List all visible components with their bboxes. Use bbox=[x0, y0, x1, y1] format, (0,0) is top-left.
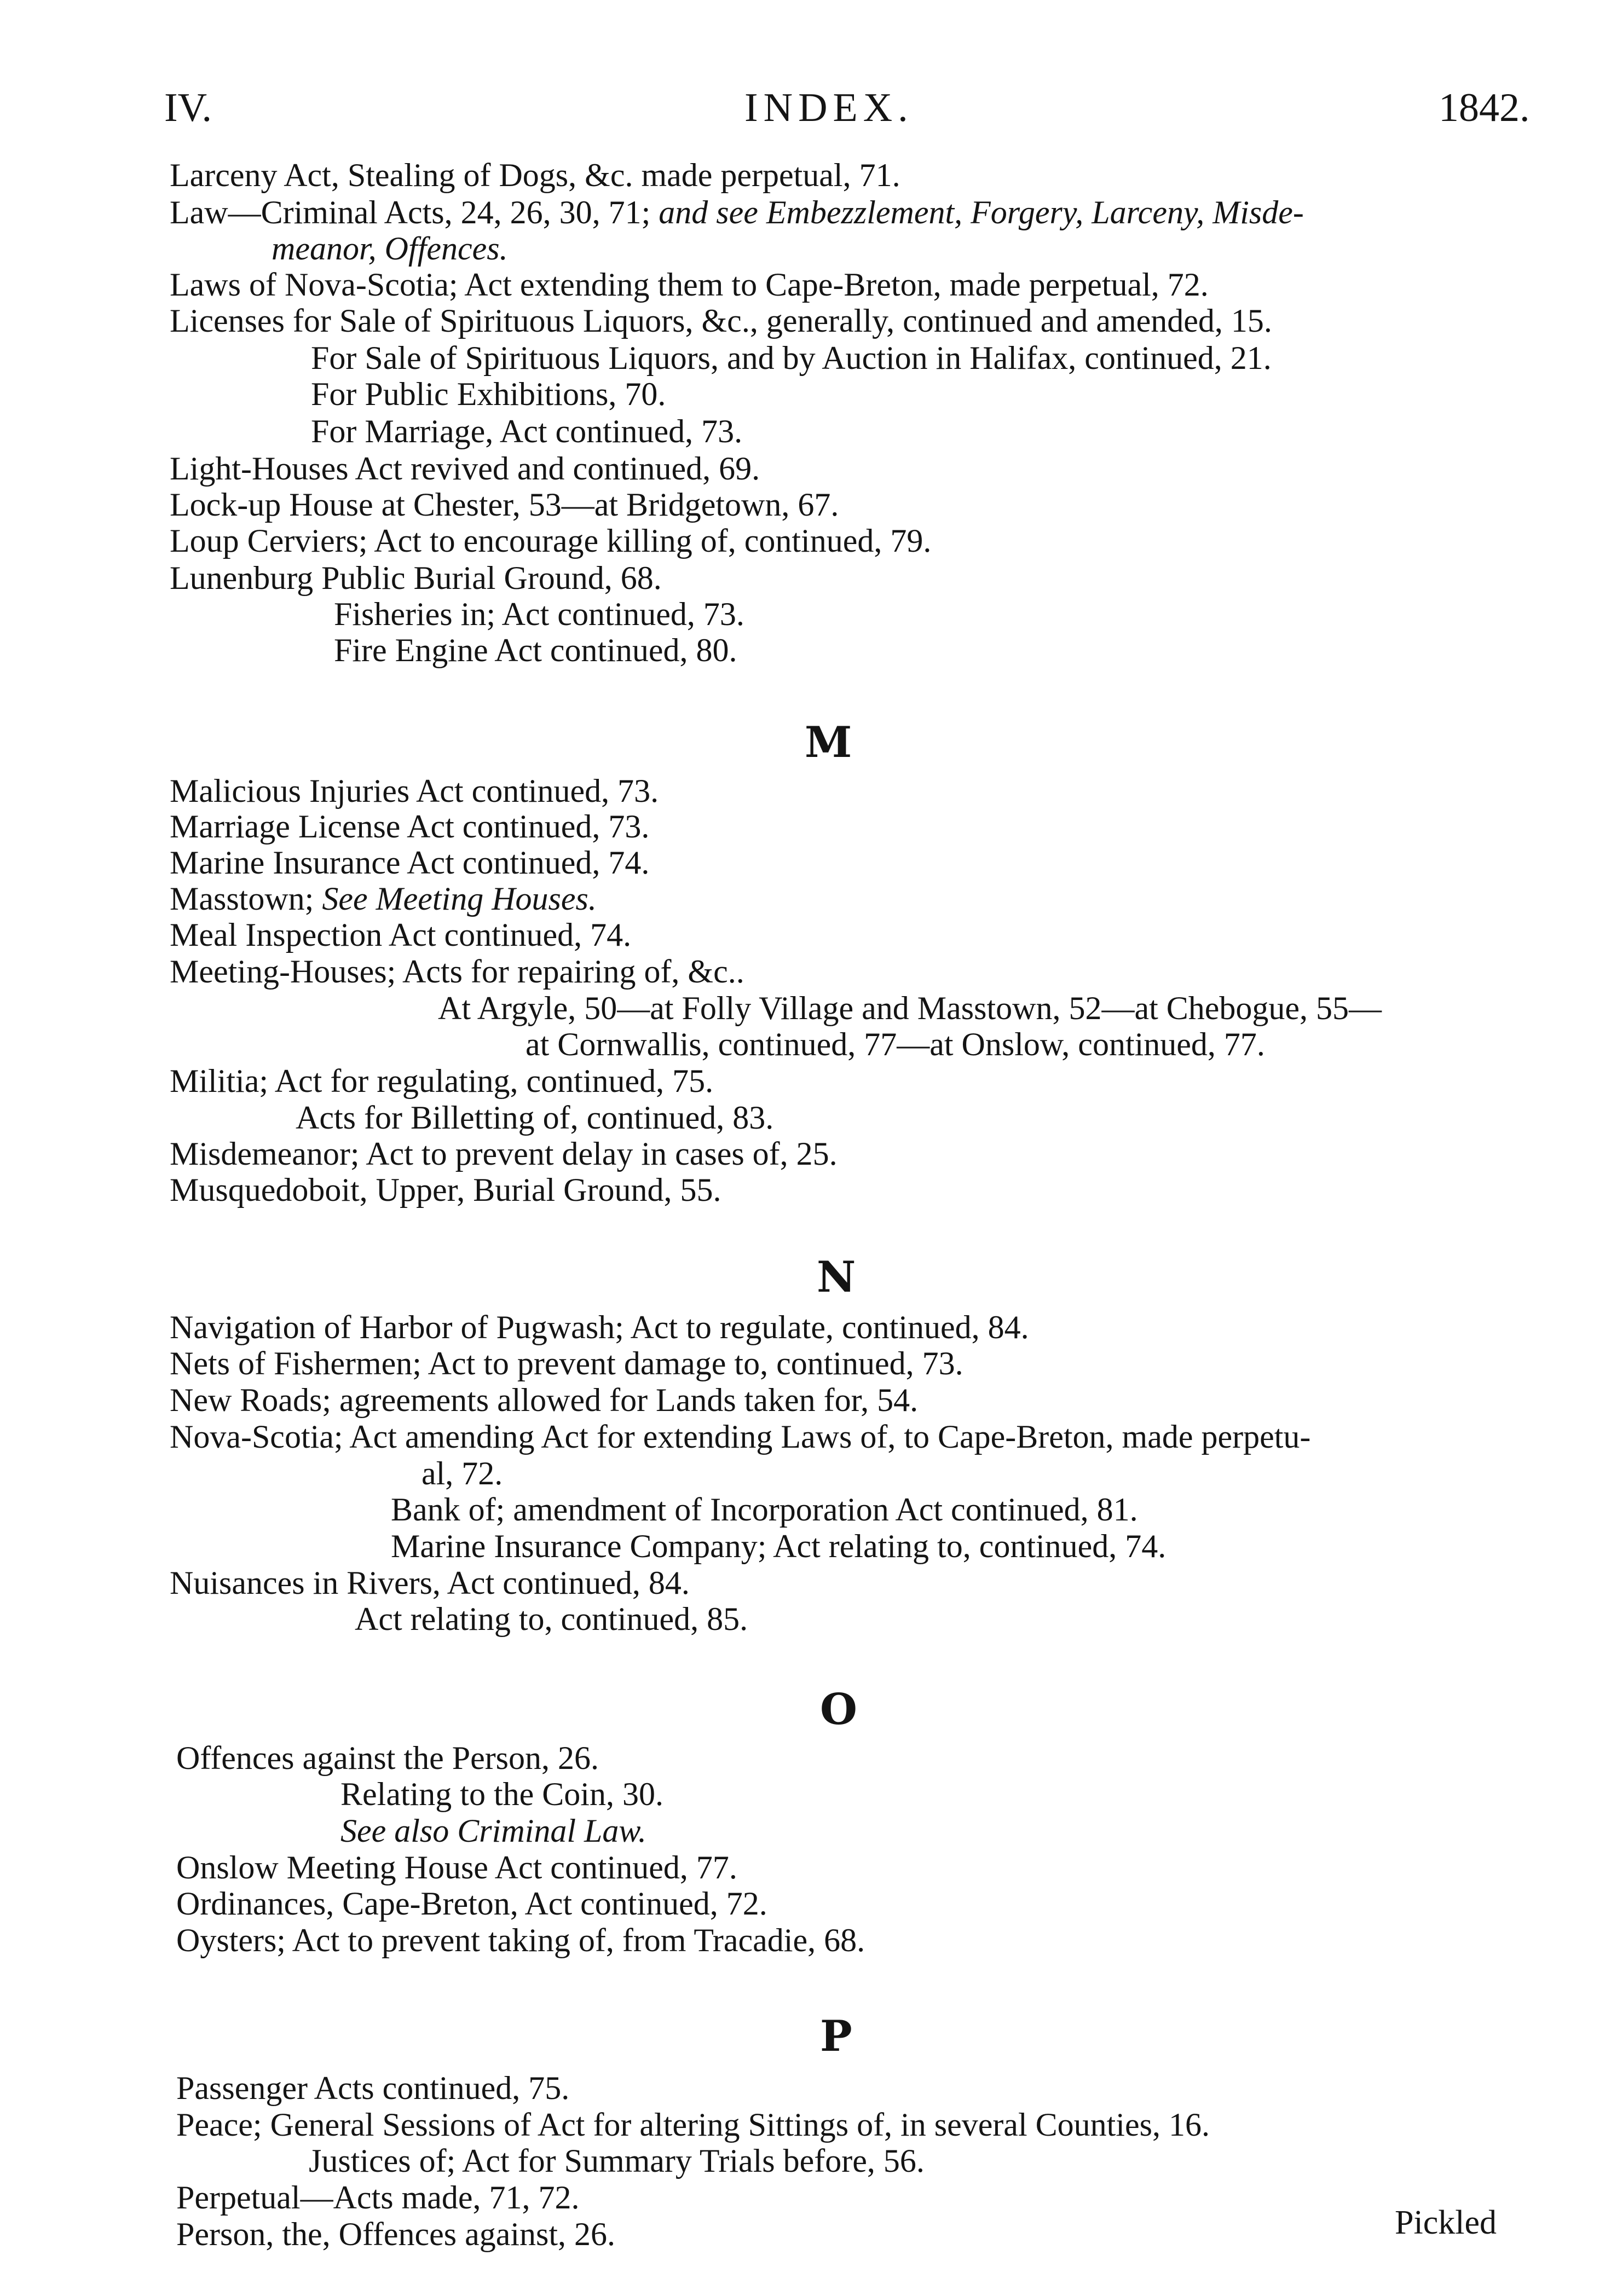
index-entry-line bbox=[170, 810, 649, 843]
page-title: INDEX. bbox=[744, 85, 914, 130]
cross-reference-text: and see Embezzlement, Forgery, Larceny, Misde- bbox=[659, 194, 1304, 230]
entry-text: Laws of Nova-Scotia; Act extending them to Cape-Breton, made perpetual, 72. bbox=[170, 267, 1209, 303]
index-entry-line bbox=[170, 524, 931, 557]
entry-text: Nets of Fishermen; Act to prevent damage to, continued, 73. bbox=[170, 1345, 963, 1381]
index-entry-line bbox=[355, 1603, 748, 1635]
entry-text: For Sale of Spirituous Liquors, and by Auction in Halifax, continued, 21. bbox=[311, 340, 1272, 376]
index-entry-line bbox=[170, 1137, 838, 1170]
page-number: IV. bbox=[164, 85, 212, 130]
index-entry-line bbox=[311, 378, 666, 410]
index-entry-line bbox=[421, 1457, 503, 1490]
index-entry-line bbox=[311, 415, 742, 448]
index-entry-line bbox=[334, 634, 737, 667]
index-entry-line bbox=[170, 1065, 713, 1097]
index-entry-line bbox=[170, 268, 1209, 301]
index-entry-line bbox=[176, 1924, 865, 1957]
entry-text: Offences against the Person, 26. bbox=[176, 1740, 599, 1776]
entry-text: Licenses for Sale of Spirituous Liquors, &c., generally, continued and amended, 15. bbox=[170, 303, 1272, 339]
index-entry-line bbox=[391, 1493, 1138, 1526]
entry-text: Navigation of Harbor of Pugwash; Act to regulate, continued, 84. bbox=[170, 1309, 1029, 1345]
index-entry-line bbox=[438, 992, 1382, 1025]
index-entry-line bbox=[170, 1311, 1029, 1344]
entry-text: Meeting-Houses; Acts for repairing of, &c.. bbox=[170, 953, 744, 990]
entry-text: Masstown; bbox=[170, 881, 322, 917]
entry-text: Law—Criminal Acts, 24, 26, 30, 71; bbox=[170, 194, 659, 230]
entry-text: Militia; Act for regulating, continued, 75. bbox=[170, 1063, 714, 1099]
entry-text: Acts for Billetting of, continued, 83. bbox=[296, 1100, 774, 1136]
entry-text: Meal Inspection Act continued, 74. bbox=[170, 917, 632, 953]
entry-text: New Roads; agreements allowed for Lands taken for, 54. bbox=[170, 1382, 919, 1418]
index-entry-line bbox=[176, 1742, 599, 1774]
index-entry-line bbox=[176, 2072, 569, 2104]
entry-text: Musquedoboit, Upper, Burial Ground, 55. bbox=[170, 1172, 721, 1208]
index-entry-line bbox=[170, 1384, 918, 1416]
entry-text: Fire Engine Act continued, 80. bbox=[334, 632, 737, 668]
cross-reference-text: See Meeting Houses. bbox=[322, 881, 597, 917]
index-entry-line bbox=[170, 1420, 1310, 1453]
index-entry-line bbox=[526, 1028, 1265, 1061]
section-letter-m: M bbox=[805, 718, 852, 767]
entry-text: Fisheries in; Act continued, 73. bbox=[334, 596, 744, 632]
entry-text: Light-Houses Act revived and continued, 69. bbox=[170, 450, 760, 487]
index-entry-line bbox=[170, 452, 760, 485]
entry-text: Act relating to, continued, 85. bbox=[355, 1601, 748, 1637]
entry-text: Oysters; Act to prevent taking of, from Tracadie, 68. bbox=[176, 1922, 865, 1958]
index-entry-line bbox=[170, 955, 744, 988]
entry-text: Onslow Meeting House Act continued, 77. bbox=[176, 1849, 737, 1886]
entry-text: Bank of; amendment of Incorporation Act continued, 81. bbox=[391, 1491, 1138, 1528]
entry-text: at Cornwallis, continued, 77—at Onslow, continued, 77. bbox=[526, 1026, 1265, 1062]
index-entry-line bbox=[334, 598, 744, 631]
cross-reference-text: meanor, Offences. bbox=[272, 230, 508, 267]
index-entry-line bbox=[340, 1778, 663, 1811]
entry-text: Marine Insurance Act continued, 74. bbox=[170, 845, 650, 881]
index-entry-line bbox=[309, 2144, 925, 2177]
index-entry-line bbox=[170, 1347, 963, 1380]
index-entry-line bbox=[170, 159, 900, 192]
entry-text: For Marriage, Act continued, 73. bbox=[311, 413, 743, 449]
entry-text: Peace; General Sessions of Act for altering Sittings of, in several Counties, 16. bbox=[176, 2107, 1210, 2143]
index-entry-line bbox=[170, 562, 662, 594]
index-entry-line bbox=[272, 232, 508, 265]
index-entry-line bbox=[176, 1887, 767, 1920]
index-entry-line bbox=[170, 918, 631, 951]
cross-reference-text: See also Criminal Law. bbox=[340, 1813, 646, 1849]
entry-text: al, 72. bbox=[421, 1455, 503, 1491]
entry-text: Nova-Scotia; Act amending Act for extending Laws of, to Cape-Breton, made perpetu- bbox=[170, 1419, 1311, 1455]
entry-text: Nuisances in Rivers, Act continued, 84. bbox=[170, 1565, 690, 1601]
entry-text: Malicious Injuries Act continued, 73. bbox=[170, 773, 659, 809]
index-entry-line bbox=[176, 1851, 737, 1884]
entry-text: Marine Insurance Company; Act relating to, continued, 74. bbox=[391, 1528, 1167, 1564]
index-entry-line bbox=[311, 342, 1272, 374]
entry-text: Lunenburg Public Burial Ground, 68. bbox=[170, 560, 662, 596]
index-entry-line bbox=[170, 846, 649, 879]
index-entry-line bbox=[391, 1530, 1166, 1563]
entry-text: Passenger Acts continued, 75. bbox=[176, 2070, 570, 2106]
entry-text: Lock-up House at Chester, 53—at Bridgetown, 67. bbox=[170, 487, 839, 523]
index-entry-line bbox=[176, 2181, 580, 2214]
index-entry-line bbox=[170, 882, 597, 915]
entry-text: Perpetual—Acts made, 71, 72. bbox=[176, 2179, 580, 2216]
section-letter-n: N bbox=[817, 1252, 856, 1302]
entry-text: Larceny Act, Stealing of Dogs, &c. made perpetual, 71. bbox=[170, 157, 900, 193]
index-entry-line bbox=[170, 196, 1304, 229]
entry-text: At Argyle, 50—at Folly Village and Masstown, 52—at Chebogue, 55— bbox=[438, 990, 1382, 1026]
index-entry-line bbox=[170, 1173, 721, 1206]
entry-text: Loup Cerviers; Act to encourage killing of, continued, 79. bbox=[170, 523, 932, 559]
catchword: Pickled bbox=[1395, 2204, 1497, 2241]
index-entry-line bbox=[170, 488, 839, 521]
index-entry-line bbox=[176, 2218, 615, 2251]
index-entry-line bbox=[340, 1814, 646, 1847]
page-year: 1842. bbox=[1439, 85, 1530, 130]
entry-text: Ordinances, Cape-Breton, Act continued, 72. bbox=[176, 1886, 767, 1922]
entry-text: Justices of; Act for Summary Trials before, 56. bbox=[309, 2143, 925, 2179]
entry-text: Relating to the Coin, 30. bbox=[340, 1776, 663, 1812]
entry-text: Misdemeanor; Act to prevent delay in cases of, 25. bbox=[170, 1136, 838, 1172]
entry-text: Person, the, Offences against, 26. bbox=[176, 2216, 616, 2252]
section-letter-p: P bbox=[820, 2011, 852, 2061]
index-entry-line bbox=[170, 304, 1272, 337]
index-entry-line bbox=[170, 1566, 690, 1599]
entry-text: Marriage License Act continued, 73. bbox=[170, 808, 650, 845]
entry-text: For Public Exhibitions, 70. bbox=[311, 376, 666, 412]
index-entry-line bbox=[296, 1101, 773, 1134]
index-entry-line bbox=[176, 2108, 1210, 2141]
section-letter-o: O bbox=[820, 1685, 857, 1734]
index-entry-line bbox=[170, 774, 659, 807]
